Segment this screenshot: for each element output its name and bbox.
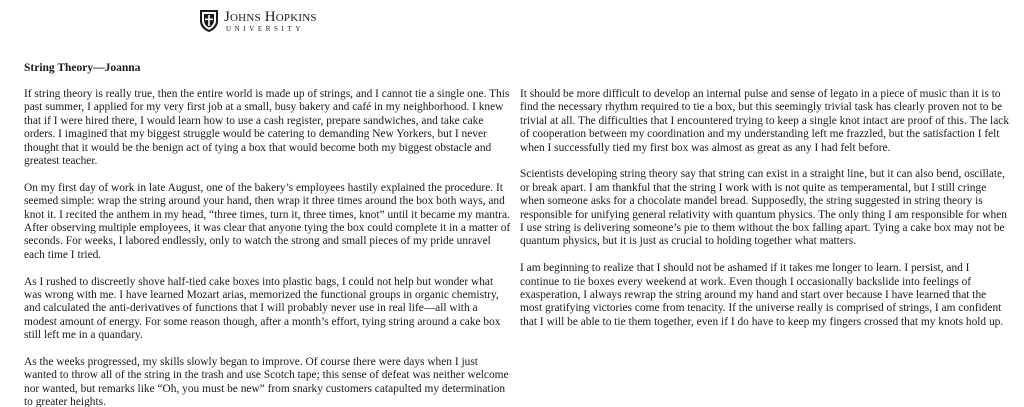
logo-subtitle: UNIVERSITY (226, 24, 304, 33)
paragraph: It should be more difficult to develop an internal pulse and sense of legato in a piece of music than it is to find the necessary rhythm required to tie a box, but this seemingly trivial task has clearly proven not to be trivial at all. The difficulties that I encountered trying to keep a single knot intact are proof of this. The lack of cooperation between my coordination and my understanding left me frazzled, but the satisfaction I felt when I successfully tied my first box was almost as great as any I had felt before. (520, 88, 1010, 154)
paragraph: As I rushed to discreetly shove half-tied cake boxes into plastic bags, I could not help but wonder what was wrong with me. I have learned Mozart arias, memorized the functional groups in organic chemistry, and calculated the anti-derivatives of functions that I will probably never use in real life—all with a modest amount of energy. For some reason though, after a month’s effort, tying string around a cake box still left me in a quandary. (24, 275, 501, 342)
university-logo (199, 9, 317, 33)
essay-column-right (520, 88, 1010, 343)
logo-wordmark: Johns Hopkins (224, 8, 317, 25)
paragraph: On my first day of work in late August, one of the bakery’s employees hastily explained the procedure. It seemed simple: wrap the string around your hand, then wrap it three times around the box both ways, and knot it. I recited the anthem in my head, “three times, turn it, three times, knot” until it became my mantra. After observing multiple employees, it was clear that anyone tying the box could complete it in a matter of seconds. For weeks, I labored endlessly, only to watch the strong and small pieces of my pride unravel each time I tried. (24, 181, 511, 261)
paragraph: As the weeks progressed, my skills slowly began to improve. Of course there were days when I just wanted to throw all of the string in the trash and use Scotch tape; this sense of defeat was neither welcome nor wanted, but remarks like “Oh, you must be new” from snarky customers catapulted my determination to greater heights. (24, 356, 509, 407)
paragraph: I am beginning to realize that I should not be ashamed if it takes me longer to learn. I persist, and I continue to tie boxes every weekend at work. Even though I occasionally backslide into feelings of exasperation, I always rewrap the string around my hand and start over because I have learned that the most gratifying victories come from tenacity. If the universe really is comprised of strings, I am confident that I will be able to tie them together, even if I do have to keep my fingers crossed that my knots hold up. (520, 262, 1004, 328)
paragraph: If string theory is really true, then the entire world is made up of strings, and I cannot tie a single one. This past summer, I applied for my very first job at a small, busy bakery and café in my neighborhood. I knew that if I were hired there, I would learn how to use a cash register, prepare sandwiches, and take cake orders. I imagined that my biggest struggle would be catering to demanding New Yorkers, but I never thought that it would be the benign act of tying a box that would become both my biggest obstacle and greatest teacher. (24, 88, 510, 168)
paragraph: Scientists developing string theory say that string can exist in a straight line, but it can also bend, oscillate, or break apart. I am thankful that the string I work with is not quite as temperamental, but I still cringe when someone asks for a chocolate mandel bread. Supposedly, the string suggested in string theory is responsible for unifying general relativity with quantum physics. The only thing I am responsible for when I use string is delivering someone’s pie to them without the box falling apart. Tying a cake box may not be quantum physics, but it is just as crucial to holding together what matters. (520, 168, 1007, 248)
shield-crest-icon (199, 9, 219, 33)
essay-column-left (24, 88, 512, 407)
essay-title: String Theory—Joanna (24, 62, 141, 74)
